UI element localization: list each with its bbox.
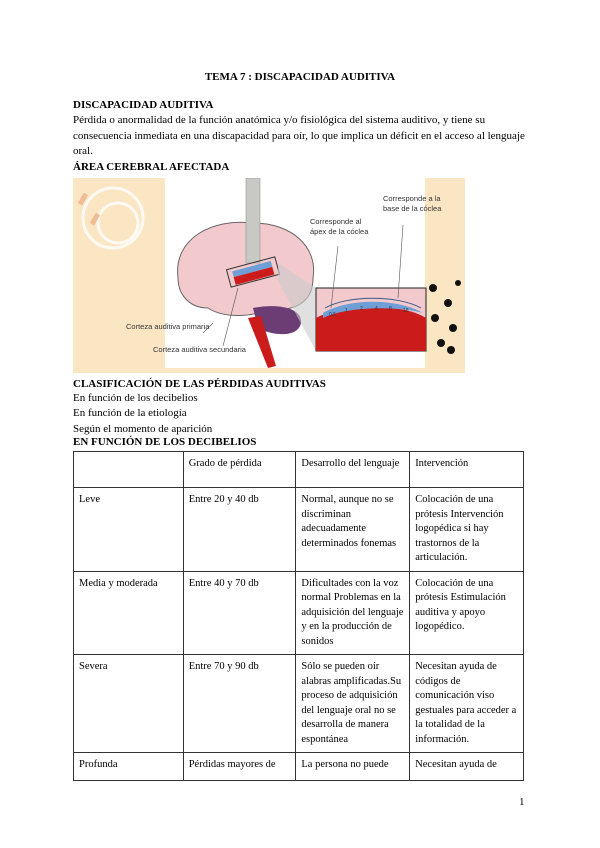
table-cell: Leve (74, 488, 184, 572)
table-cell: Sólo se pueden oír alabras amplificadas.Su proceso de adquisición del lenguaje oral no se desarrolla de manera espontánea (296, 655, 410, 753)
table-row (74, 655, 524, 753)
heading-decibelios: EN FUNCIÓN DE LOS DECIBELIOS (73, 436, 257, 448)
table-row (74, 571, 524, 655)
decorative-pattern (78, 188, 143, 248)
document-title: TEMA 7 : DISCAPACIDAD AUDITIVA (204, 71, 396, 83)
cochlea-number: 16 (403, 308, 409, 314)
label-primary-cortex: Corteza auditiva primaria (126, 322, 210, 331)
heading-clasificacion: CLASIFICACIÓN DE LAS PÉRDIDAS AUDITIVAS (73, 378, 326, 390)
heading-discapacidad: DISCAPACIDAD AUDITIVA (73, 99, 214, 111)
label-base-line2: base de la cóclea (383, 204, 442, 213)
table-cell: Profunda (74, 753, 184, 781)
heading-area-cerebral: ÁREA CEREBRAL AFECTADA (73, 161, 230, 173)
cochlea-number: 4 (375, 306, 378, 312)
table-row (74, 753, 524, 781)
label-apex-line1: Corresponde al (310, 217, 362, 226)
table-cell: Media y moderada (74, 571, 184, 655)
label-apex-line2: ápex de la cóclea (310, 227, 369, 236)
table-row (74, 488, 524, 572)
header-cell: Intervención (410, 452, 524, 488)
cochlea-number: 0.5 (329, 312, 336, 318)
table-cell: Entre 20 y 40 db (183, 488, 296, 572)
label-secondary-cortex: Corteza auditiva secundaria (153, 345, 246, 354)
table-cell: Severa (74, 655, 184, 753)
header-cell: Grado de pérdida (183, 452, 296, 488)
cochlea-number: 2 (360, 306, 363, 312)
table-cell: Colocación de una prótesis Estimulación auditiva y apoyo logopédico. (410, 571, 524, 655)
table-cell: Entre 40 y 70 db (183, 571, 296, 655)
header-cell (74, 452, 184, 488)
table-cell: Necesitan ayuda de códigos de comunicación viso gestuales para acceder a la totalidad de la información. (410, 655, 524, 753)
label-base-line1: Corresponde a la (383, 194, 441, 203)
page-number: 1 (519, 796, 525, 808)
table-cell: Pérdidas mayores de (183, 753, 296, 781)
header-cell: Desarrollo del lenguaje (296, 452, 410, 488)
table-cell: Normal, aunque no se discriminan adecuadamente determinados fonemas (296, 488, 410, 572)
table-cell: Entre 70 y 90 db (183, 655, 296, 753)
list-item: En función de los decibelios (73, 392, 198, 404)
table-cell: La persona no puede (296, 753, 410, 781)
cochlea-number: 8 (389, 306, 392, 312)
cochlea-number: 1 (345, 308, 348, 314)
table-header-row (74, 452, 524, 488)
decibel-table (73, 451, 524, 781)
brain-figure (73, 178, 465, 373)
list-item: Según el momento de aparición (73, 423, 213, 435)
definition-paragraph: Pérdida o anormalidad de la función anatómica y/o fisiológica del sistema auditivo, y tiene su consecuencia inmediata en una discapacidad para oír, lo que implica un déficit en el acceso al lenguaje oral. (73, 114, 525, 157)
table-cell: Dificultades con la voz normal Problemas en la adquisición del lenguaje y en la producción de sonidos (296, 571, 410, 655)
table-cell: Necesitan ayuda de (410, 753, 524, 781)
list-item: En función de la etiología (73, 407, 187, 419)
table-cell: Colocación de una prótesis Intervención logopédica si hay trastornos de la articulación. (410, 488, 524, 572)
